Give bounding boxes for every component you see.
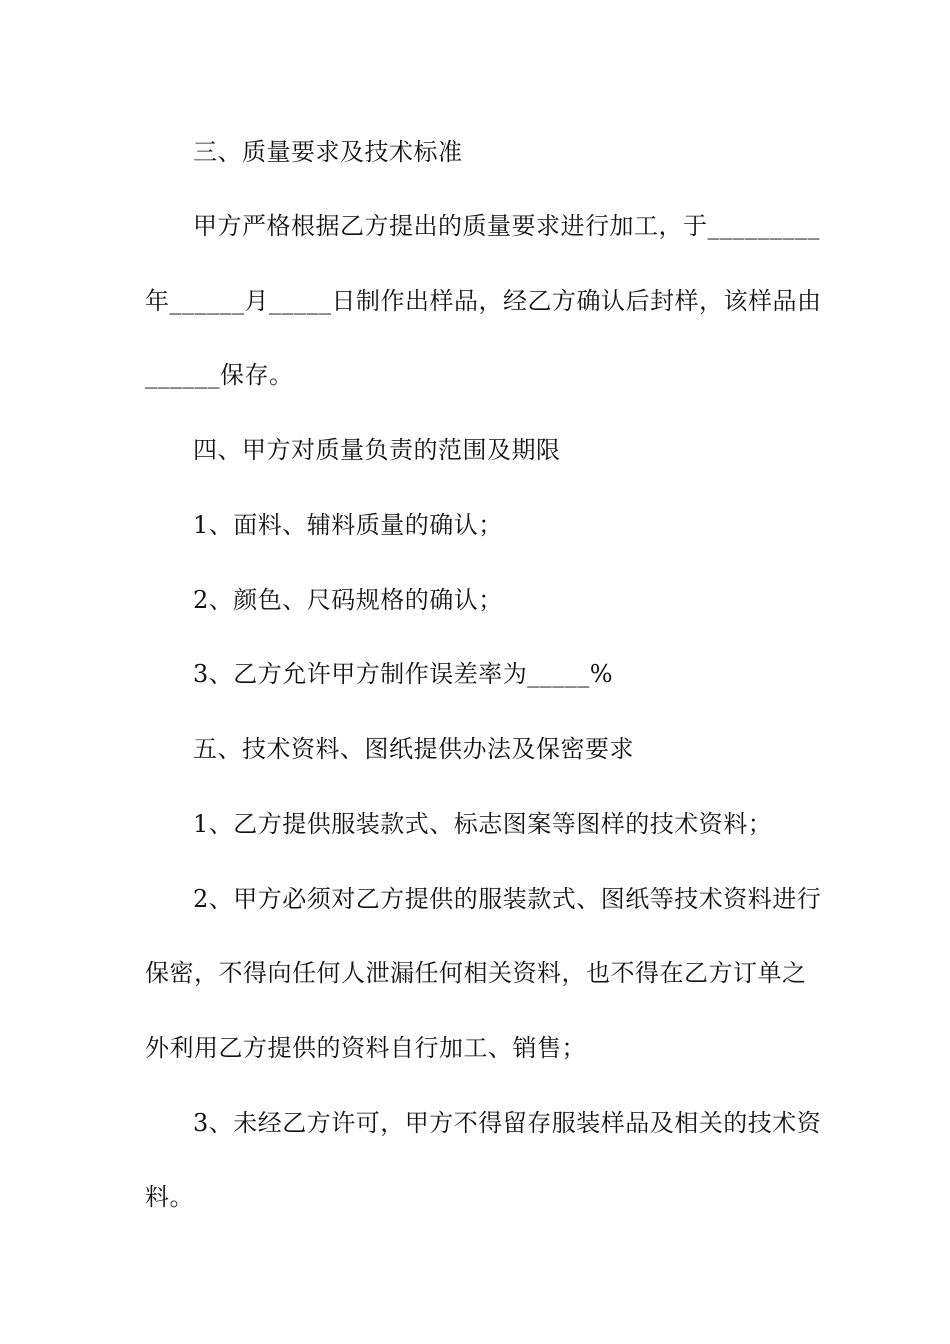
paragraph-line: 甲方严格根据乙方提出的质量要求进行加工，于_________	[193, 212, 820, 240]
list-item: 1、乙方提供服装款式、标志图案等图样的技术资料；	[193, 810, 773, 838]
list-item: 1、面料、辅料质量的确认；	[193, 511, 503, 539]
section-heading-responsibility: 四、甲方对质量负责的范围及期限	[193, 436, 561, 464]
paragraph-line: ______保存。	[145, 361, 294, 389]
list-item: 3、未经乙方许可，甲方不得留存服装样品及相关的技术资	[193, 1109, 822, 1137]
list-item: 3、乙方允许甲方制作误差率为_____%	[193, 660, 614, 688]
paragraph-line: 料。	[145, 1183, 194, 1211]
section-heading-technical: 五、技术资料、图纸提供办法及保密要求	[193, 735, 634, 763]
list-item: 2、甲方必须对乙方提供的服装款式、图纸等技术资料进行	[193, 885, 822, 913]
section-heading-quality: 三、质量要求及技术标准	[193, 138, 463, 166]
paragraph-line: 外利用乙方提供的资料自行加工、销售；	[145, 1034, 586, 1062]
paragraph-line: 年______月_____日制作出样品，经乙方确认后封样，该样品由	[145, 287, 822, 315]
list-item: 2、颜色、尺码规格的确认；	[193, 586, 503, 614]
paragraph-line: 保密，不得向任何人泄漏任何相关资料，也不得在乙方订单之	[145, 959, 807, 987]
